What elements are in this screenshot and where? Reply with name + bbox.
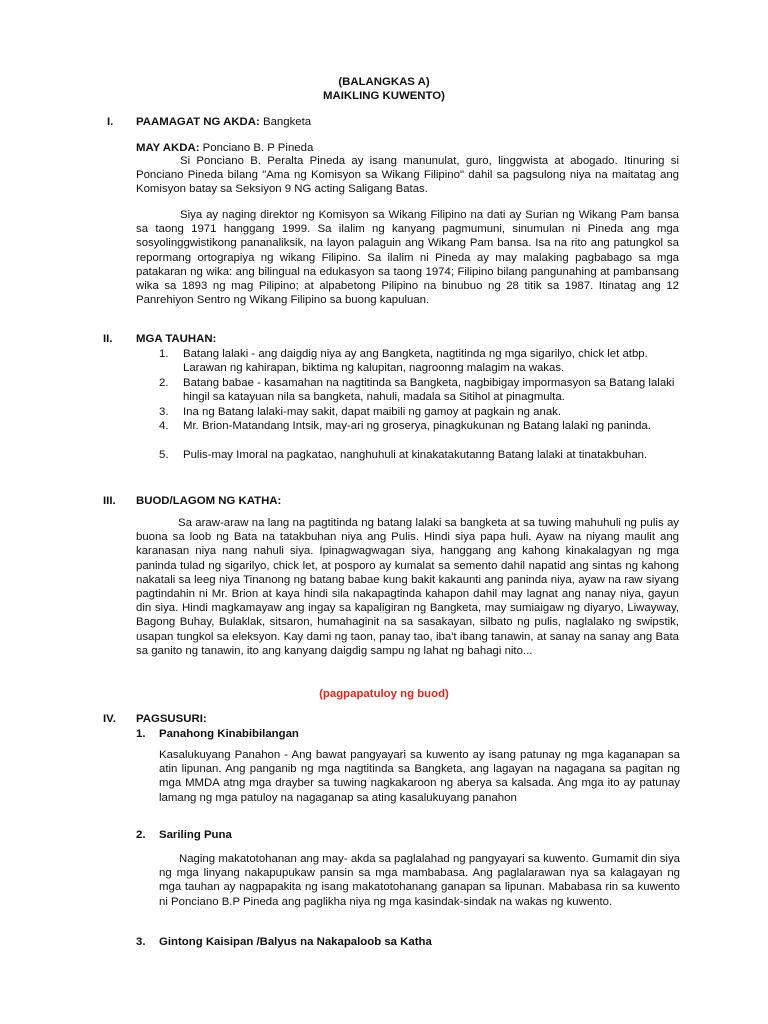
section-3-title: BUOD/LAGOM NG KATHA: xyxy=(136,495,282,507)
subsection-2-title: Sariling Puna xyxy=(159,829,232,841)
section-1-numeral: I. xyxy=(107,116,114,128)
summary-continued-note: (pagpapatuloy ng buod) xyxy=(319,688,449,700)
subsection-3-number: 3. xyxy=(136,936,146,948)
section-2-title: MGA TAUHAN: xyxy=(136,333,217,345)
character-number: 1. xyxy=(159,348,169,360)
character-number: 5. xyxy=(159,449,169,461)
section-4-numeral: IV. xyxy=(103,713,116,725)
header-line-2: MAIKLING KUWENTO) xyxy=(323,90,445,102)
character-text: Batang lalaki - ang daigdig niya ay ang Bangketa, nagtitinda ng mga sigarilyo, chick let atbp. Larawan ng kahirapan, biktima ng kalupitan, nagroonng malagim na wakas. xyxy=(183,348,648,375)
character-text: Ina ng Batang lalaki-may sakit, dapat maibili ng gamoy at pagkain ng anak. xyxy=(183,406,562,418)
character-number: 3. xyxy=(159,406,169,418)
title-value: Bangketa xyxy=(259,116,312,128)
analysis-period-text: Kasalukuyang Panahon - Ang bawat pangyayari sa kuwento ay isang patunay ng mga kaganapan sa atin lipunan. Ang panganib ng mga nagtitinda sa Bangketa, ang lagayan na nagagana sa pagitan ng mga MMDA atng mga drayber sa tuwing nagkakaroon ng aberya sa kalsada. Ang mga ito ay patunay lamang ng mga patuloy na nagaganap sa ating kasalukuyang panahon xyxy=(159,749,680,804)
author-label: MAY AKDA: xyxy=(136,142,200,154)
author-line xyxy=(136,141,313,155)
subsection-1-number: 1. xyxy=(136,728,146,740)
character-number: 4. xyxy=(159,420,169,432)
author-bio-paragraph xyxy=(136,154,679,197)
summary-paragraph xyxy=(136,516,679,658)
section-1-title xyxy=(136,115,311,129)
author-career-text: Siya ay naging direktor ng Komisyon sa Wikang Filipino na dati ay Surian ng Wikang Pam bansa sa taong 1971 hanggang 1999. Sa ilalim ng kanyang pagmumuni, sinumulan ni Pineda ang mga sosyolinggwistikong pananaliksik, na layon palaguin ang Wikang Pam bansa. Isa na rito ang patungkol sa repormang ortograpiya ng wikang Filipino. Sa ilalim ni Pineda ay may malaking pagbabago sa mga patakaran ng wika: ang bilingual na edukasyon sa taong 1974; Filipino bilang pangunahing at pambansang wika sa 1893 ng mag Pilipino; at alpabetong Pilipino na binubuo ng 28 titik sa 1987. Itinatag ang 12 Panrehiyon Sentro ng Wikang Filipino sa buong kapuluan. xyxy=(136,209,679,307)
section-2-numeral: II. xyxy=(103,333,113,345)
character-text: Mr. Brion-Matandang Intsik, may-ari ng groserya, pinagkukunan ng Batang lalaki ng paninda. xyxy=(183,420,651,432)
own-review-paragraph xyxy=(159,852,680,909)
character-text: Pulis-may Imoral na pagkatao, nanghuhuli at kinakatakutanng Batang lalaki at tinatakbuhan. xyxy=(183,449,648,461)
character-text: Batang babae - kasamahan na nagtitinda sa Bangketa, nagbibigay impormasyon sa Batang lalaki hingil sa katayuan nila sa bangketa, nahuli, madala sa Sitihol at pinagmulta. xyxy=(183,377,675,404)
section-3-numeral: III. xyxy=(103,495,116,507)
character-number: 2. xyxy=(159,377,169,389)
analysis-period-paragraph xyxy=(159,748,680,805)
subsection-2-number: 2. xyxy=(136,829,146,841)
own-review-text: Naging makatotohanan ang may- akda sa paglalahad ng pangyayari sa kuwento. Gumamit din siya ng mga linyang nakapupukaw pansin sa mga mambabasa. Ang paglalarawan nya sa kalagayan ng mga tauhan ay nagpapakita ng isang makatotohanang ganapan sa lipunan. Mababasa rin sa kuwento ni Ponciano B.P Pineda ang paglikha niya ng mga kasindak-sindak na wakas ng kuwento. xyxy=(159,853,680,908)
subsection-3-title: Gintong Kaisipan /Balyus na Nakapaloob sa Katha xyxy=(159,936,432,948)
author-bio-text: Si Ponciano B. Peralta Pineda ay isang manunulat, guro, linggwista at abogado. Itinuring si Ponciano Pineda bilang "Ama ng Komisyon sa Wikang Filipino" dahil sa pagsulong niya na maitatag ang Komisyon batay sa Seksiyon 9 NG acting Saligang Batas. xyxy=(136,155,679,196)
summary-text: Sa araw-araw na lang na pagtitinda ng batang lalaki sa bangketa at sa tuwing mahuhuli ng pulis ay buona sa loob ng Bata na tatakbuhan niya ang Pulis. Hindi siya papa huli. Ayaw na niyang maulit ang karanasan niya nang nahuli siya. Ipinagwagwagan siya, hanggang ang kahong kinakalagyan ng mga paninda tulad ng sigarilyo, chick let, at posporo ay kumalat sa semento dahil napatid ang sintas ng kahong nakatali sa leeg niya Tinanong ng batang babae kung bakit kakaunti ang paninda niya, ayaw na raw siyang pagtindahin ni Mr. Brion at kaya hindi sila nakapagtinda kahapon dahil may lagnat ang nanay niya, gayun din siya. Hindi magkamayaw ang ingay sa kapaligiran ng Bangketa, may sumiaigaw ng diyaryo, Liwayway, Bagong Buhay, Bulaklak, sitsaron, humahaginit na sa sasakayan, silbato ng pulis, naglalako ng swipstik, usapan tungkol sa eleksyon. Kay dami ng taon, panay tao, iba't ibang tanawin, at sanay na sanay ang Bata sa ganito ng tanawin, ito ang kanyang daigdig sampu ng lahat ng bahagi nito... xyxy=(136,517,679,657)
title-label: PAAMAGAT NG AKDA: xyxy=(136,116,260,128)
subsection-1-title: Panahong Kinabibilangan xyxy=(159,728,299,740)
section-4-title: PAGSUSURI: xyxy=(136,713,207,725)
author-value: Ponciano B. P Pineda xyxy=(199,142,314,154)
header-line-1: (BALANGKAS A) xyxy=(338,76,430,88)
author-career-paragraph xyxy=(136,208,679,307)
